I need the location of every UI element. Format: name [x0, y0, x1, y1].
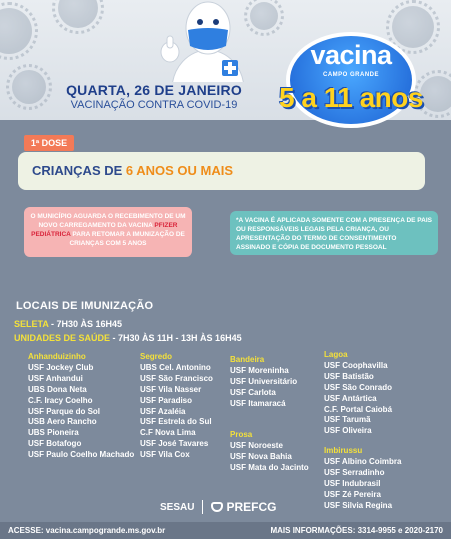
- logo-subtitle: CAMPO GRANDE: [322, 72, 379, 78]
- list-item: USB Aero Rancho: [28, 417, 97, 427]
- list-item: USF Antártica: [324, 393, 377, 403]
- list-item: USF Indubrasil: [324, 478, 381, 488]
- date-title: QUARTA, 26 DE JANEIRO: [66, 82, 242, 98]
- region-prosa: [230, 430, 309, 474]
- region-header: Imbirussu: [324, 446, 363, 455]
- region-segredo: [140, 352, 213, 461]
- list-item: USF Batistão: [324, 371, 374, 381]
- prefcg-mark-icon: [211, 502, 223, 512]
- list-item: USF São Francisco: [140, 373, 213, 383]
- list-item: USF Noroeste: [230, 440, 283, 450]
- logo-age-range: 5 a 11 anos: [279, 82, 423, 113]
- footer-logos: [160, 499, 276, 515]
- website-link[interactable]: ACESSE: vacina.campogrande.ms.gov.br: [8, 526, 166, 535]
- region-header: Segredo: [140, 352, 173, 361]
- list-item: USF Itamaracá: [230, 398, 286, 408]
- list-item: USF Universitário: [230, 376, 298, 386]
- region-imbirussu: [324, 446, 401, 511]
- list-item: C.F Nova Lima: [140, 428, 196, 438]
- prefcg-logo: [211, 500, 276, 514]
- virus-icon: [0, 8, 32, 54]
- dose-target-highlight: 6 ANOS OU MAIS: [125, 163, 234, 178]
- pfizer-notice-part1: O MUNICÍPIO AGUARDA O RECEBIMENTO DE UM NOVO CARREGAMENTO DA VACINA: [30, 213, 186, 229]
- list-item: USF Vila Nasser: [140, 384, 202, 394]
- pfizer-notice-highlight: PFIZER PEDIÁTRICA: [31, 222, 178, 238]
- prefcg-label: PREFCG: [226, 500, 277, 514]
- list-item: USF Jockey Club: [28, 362, 94, 372]
- list-item: USF Botafogo: [28, 439, 82, 449]
- list-item: USF Mata do Jacinto: [230, 462, 309, 472]
- logo-divider: [202, 500, 203, 514]
- schedule-seleta: [14, 319, 122, 329]
- list-item: UBS Dona Neta: [28, 384, 87, 394]
- list-item: USF Silvia Regina: [324, 500, 393, 510]
- list-item: USF Paradiso: [140, 395, 193, 405]
- list-item: UBS Pioneira: [28, 428, 79, 438]
- list-item: USF Carlota: [230, 387, 276, 397]
- mascot-icon: [150, 0, 260, 82]
- list-item: USF Nova Bahia: [230, 451, 292, 461]
- pfizer-notice-part2: PARA RETOMAR A IMUNIZAÇÃO DE CRIANÇAS COM 5 ANOS: [69, 231, 185, 247]
- list-item: UBS Cel. Antonino: [140, 362, 211, 372]
- list-item: USF Zé Pereira: [324, 489, 381, 499]
- region-header: Prosa: [230, 430, 253, 439]
- list-item: USF Tarumã: [324, 415, 371, 425]
- footer-bar: [0, 522, 451, 539]
- guardian-notice: *A VACINA É APLICADA SOMENTE COM A PRESENÇA DE PAIS OU RESPONSÁVEIS LEGAIS PELA CRIANÇA, OU APRESENTAÇÃO DO TERMO DE CONSENTIMENTO ASSINADO E CÓPIA DE DOCUMENTO PESSOAL: [230, 211, 438, 255]
- list-item: USF Moreninha: [230, 365, 289, 375]
- date-subtitle: VACINAÇÃO CONTRA COVID-19: [70, 99, 238, 111]
- list-item: USF Parque do Sol: [28, 406, 101, 416]
- schedule-seleta-label: SELETA: [14, 319, 49, 329]
- list-item: USF São Conrado: [324, 382, 393, 392]
- region-header: Anhanduizinho: [28, 352, 86, 361]
- date-box: [56, 82, 252, 111]
- dose-target-box: [18, 152, 425, 190]
- list-item: USF Azaléia: [140, 406, 186, 416]
- virus-icon: [58, 0, 98, 28]
- list-item: USF Paulo Coelho Machado: [28, 450, 135, 460]
- dose-target-prefix: CRIANÇAS DE: [32, 163, 126, 178]
- vacina-logo: [276, 32, 426, 132]
- region-anhanduizinho: [28, 352, 134, 461]
- sesau-logo: SESAU: [160, 501, 195, 513]
- logo-title: vacina: [310, 40, 392, 70]
- list-item: USF Albino Coimbra: [324, 456, 402, 466]
- region-bandeira: [230, 355, 297, 410]
- dose-badge: 1ª DOSE: [24, 135, 74, 151]
- list-item: C.F. Portal Caiobá: [324, 404, 393, 414]
- list-item: USF Oliveira: [324, 426, 372, 436]
- region-lagoa: [324, 350, 392, 437]
- list-item: USF Vila Cox: [140, 450, 190, 460]
- schedule-units: [14, 333, 242, 343]
- schedule-seleta-time: - 7H30 ÀS 16H45: [48, 319, 123, 329]
- list-item: USF Anhandui: [28, 373, 83, 383]
- contact-info: MAIS INFORMAÇÕES: 3314-9955 e 2020-2170: [270, 526, 443, 535]
- pfizer-notice: [24, 207, 192, 257]
- list-item: USF José Tavares: [140, 439, 209, 449]
- list-item: USF Serradinho: [324, 467, 385, 477]
- locations-title: LOCAIS DE IMUNIZAÇÃO: [16, 300, 154, 312]
- schedule-units-label: UNIDADES DE SAÚDE: [14, 333, 111, 343]
- list-item: USF Estrela do Sul: [140, 417, 212, 427]
- list-item: USF Coophavilla: [324, 360, 388, 370]
- virus-icon: [12, 70, 46, 104]
- schedule-units-time: - 7H30 ÀS 11H - 13H ÀS 16H45: [110, 333, 242, 343]
- region-header: Lagoa: [324, 350, 348, 359]
- list-item: C.F. Iracy Coelho: [28, 395, 93, 405]
- region-header: Bandeira: [230, 355, 265, 364]
